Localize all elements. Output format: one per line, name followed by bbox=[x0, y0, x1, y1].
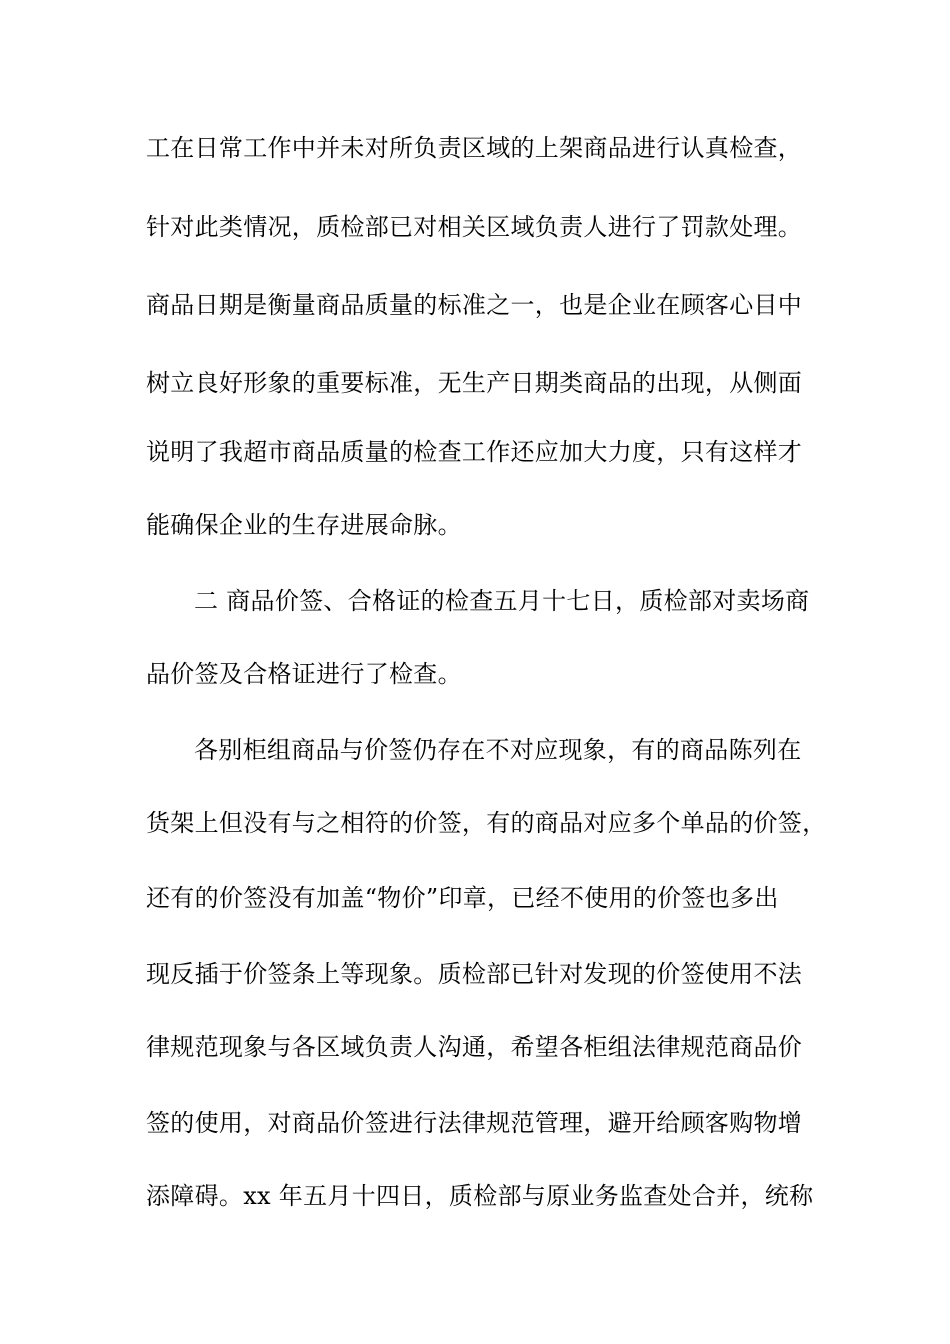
text-line: 还有的价签没有加盖“物价”印章，已经不使用的价签也多出 bbox=[146, 884, 779, 912]
text-line: 签的使用，对商品价签进行法律规范管理，避开给顾客购物增 bbox=[146, 1109, 803, 1137]
text-line: 添障碍。xx 年五月十四日，质检部与原业务监查处合并，统称 bbox=[146, 1182, 814, 1210]
text-line: 工在日常工作中并未对所负责区域的上架商品进行认真检查， bbox=[146, 134, 803, 162]
text-line: 商品日期是衡量商品质量的标准之一，也是企业在顾客心目中 bbox=[146, 291, 803, 319]
text-line: 律规范现象与各区域负责人沟通，希望各柜组法律规范商品价 bbox=[146, 1033, 803, 1061]
text-line: 能确保企业的生存进展命脉。 bbox=[146, 511, 462, 539]
text-line: 树立良好形象的重要标准，无生产日期类商品的出现，从侧面 bbox=[146, 369, 803, 397]
text-line: 说明了我超市商品质量的检查工作还应加大力度，只有这样才 bbox=[146, 438, 803, 466]
text-line: 品价签及合格证进行了检查。 bbox=[146, 660, 462, 688]
paragraph-start-line: 各别柜组商品与价签仍存在不对应现象，有的商品陈列在 bbox=[194, 736, 802, 764]
section-heading-line: 二 商品价签、合格证的检查五月十七日，质检部对卖场商 bbox=[194, 587, 810, 615]
text-line: 货架上但没有与之相符的价签，有的商品对应多个单品的价签， bbox=[146, 809, 827, 837]
text-line: 现反插于价签条上等现象。质检部已针对发现的价签使用不法 bbox=[146, 960, 803, 988]
text-line: 针对此类情况，质检部已对相关区域负责人进行了罚款处理。 bbox=[146, 213, 803, 241]
